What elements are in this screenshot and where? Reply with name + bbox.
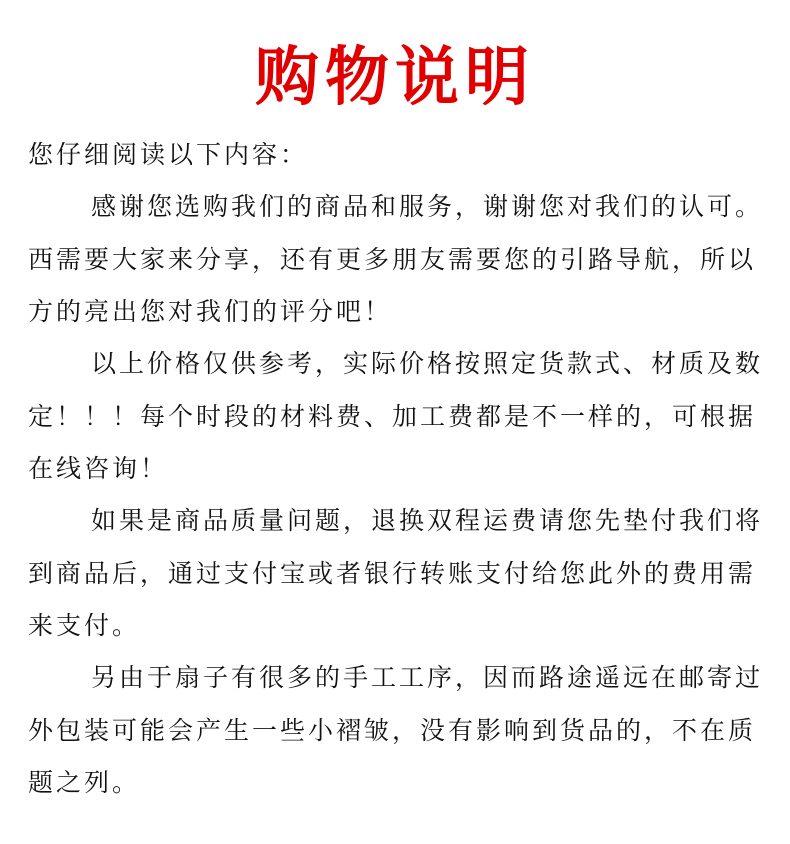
text-line-3: 西需要大家来分享，还有更多朋友需要您的引路导航，所以 <box>28 245 757 274</box>
text-line-13: 题之列。 <box>28 768 141 797</box>
text-line-6: 定！！！每个时段的材料费、加工费都是不一样的，可根据 <box>28 402 757 431</box>
text-line-1: 您仔细阅读以下内容： <box>28 140 309 169</box>
text-line-10: 来支付。 <box>28 611 141 640</box>
text-line-7: 在线咨询！ <box>28 454 169 483</box>
text-line-12: 外包装可能会产生一些小褶皱，没有影响到货品的，不在质 <box>28 716 757 745</box>
text-line-11: 另由于扇子有很多的手工工序，因而路途遥远在邮寄过 <box>91 663 764 692</box>
text-line-4: 方的亮出您对我们的评分吧！ <box>28 297 393 326</box>
page-title: 购物说明 <box>255 40 535 115</box>
text-line-8: 如果是商品质量问题，退换双程运费请您先垫付我们将 <box>91 506 764 535</box>
text-line-2: 感谢您选购我们的商品和服务，谢谢您对我们的认可。 <box>91 192 764 221</box>
text-line-9: 到商品后，通过支付宝或者银行转账支付给您此外的费用需 <box>28 559 757 588</box>
text-line-5: 以上价格仅供参考，实际价格按照定货款式、材质及数 <box>91 349 764 378</box>
